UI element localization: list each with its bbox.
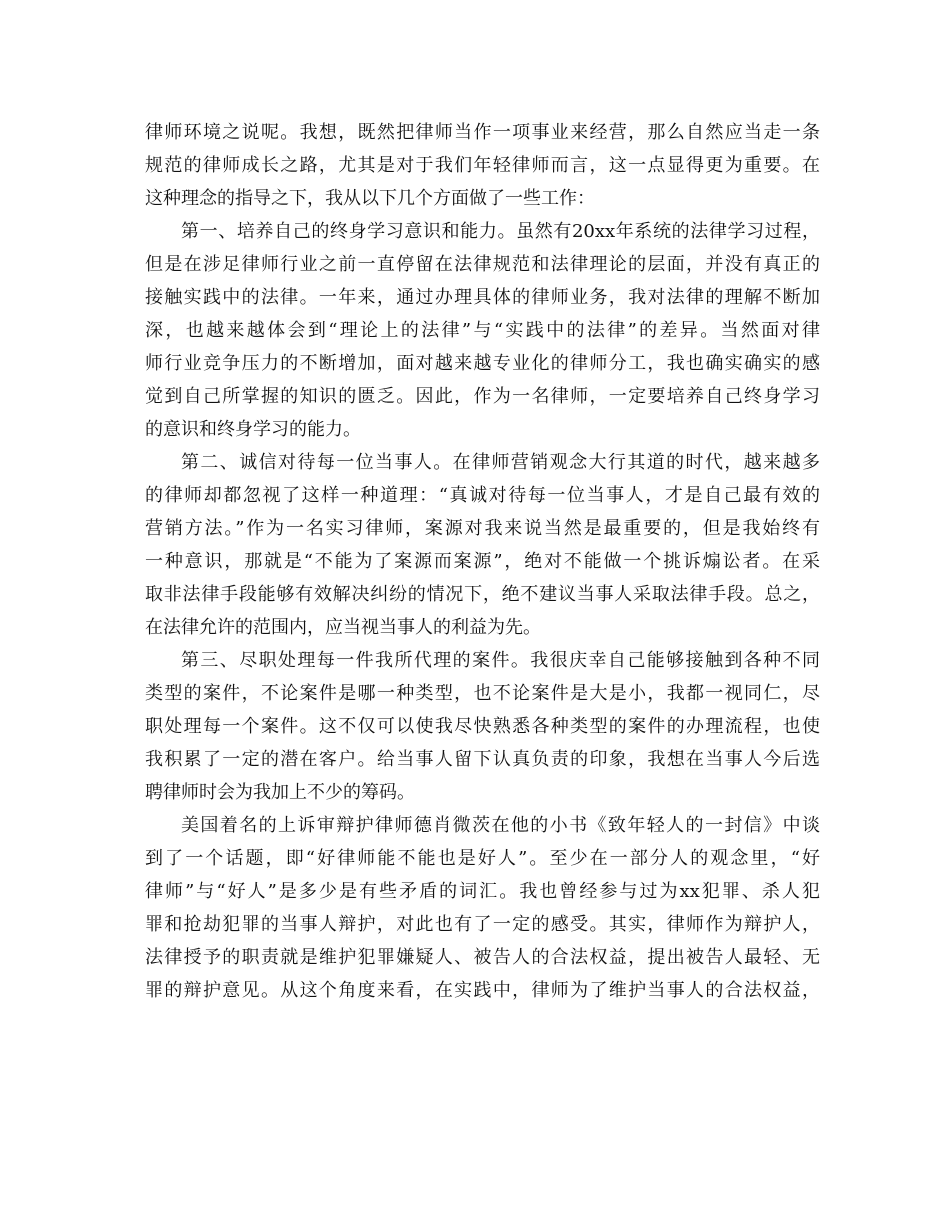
text-line: 法律授予的职责就是维护犯罪嫌疑人、被告人的合法权益，提出被告人最轻、无 [145,947,820,968]
text-line: 一种意识，那就是“不能为了案源而案源”，绝对不能做一个挑诉煽讼者。在采 [145,551,820,572]
text-line: 这种理念的指导之下，我从以下几个方面做了一些工作： [145,188,595,209]
text-line: 的意识和终身学习的能力。 [145,419,361,440]
text-line: 的律师却都忽视了这样一种道理：“真诚对待每一位当事人，才是自己最有效的 [145,485,820,506]
text-line: 我积累了一定的潜在客户。给当事人留下认真负责的印象，我想在当事人今后选 [145,749,820,770]
text-line: 律师环境之说呢。我想，既然把律师当作一项事业来经营，那么自然应当走一条 [145,122,820,143]
text-line: 美国着名的上诉审辩护律师德肖微茨在他的小书《致年轻人的一封信》中谈 [181,815,820,836]
text-line: 规范的律师成长之路，尤其是对于我们年轻律师而言，这一点显得更为重要。在 [145,155,820,176]
text-line: 第一、培养自己的终身学习意识和能力。虽然有20xx年系统的法律学习过程， [181,221,820,242]
text-line: 律师”与“好人”是多少是有些矛盾的词汇。我也曾经参与过为xx犯罪、杀人犯 [145,881,820,902]
text-line: 到了一个话题，即“好律师能不能也是好人”。至少在一部分人的观念里，“好 [145,848,820,869]
text-line: 聘律师时会为我加上不少的筹码。 [145,782,415,803]
text-line: 第三、尽职处理每一件我所代理的案件。我很庆幸自己能够接触到各种不同 [181,650,820,671]
text-line: 在法律允许的范围内，应当视当事人的利益为先。 [145,617,541,638]
text-line: 罪的辩护意见。从这个角度来看，在实践中，律师为了维护当事人的合法权益， [145,980,820,1001]
text-line: 觉到自己所掌握的知识的匮乏。因此，作为一名律师，一定要培养自己终身学习 [145,386,820,407]
document-page [145,116,820,1007]
text-line: 接触实践中的法律。一年来，通过办理具体的律师业务，我对法律的理解不断加 [145,287,820,308]
text-line: 营销方法。”作为一名实习律师，案源对我来说当然是最重要的，但是我始终有 [145,518,820,539]
text-line: 类型的案件，不论案件是哪一种类型，也不论案件是大是小，我都一视同仁，尽 [145,683,820,704]
text-line: 但是在涉足律师行业之前一直停留在法律规范和法律理论的层面，并没有真正的 [145,254,820,275]
text-line: 深，也越来越体会到“理论上的法律”与“实践中的法律”的差异。当然面对律 [145,320,820,341]
text-line: 第二、诚信对待每一位当事人。在律师营销观念大行其道的时代，越来越多 [181,452,820,473]
text-line: 职处理每一个案件。这不仅可以使我尽快熟悉各种类型的案件的办理流程，也使 [145,716,820,737]
text-line: 取非法律手段能够有效解决纠纷的情况下，绝不建议当事人采取法律手段。总之， [145,584,820,605]
text-line: 罪和抢劫犯罪的当事人辩护，对此也有了一定的感受。其实，律师作为辩护人， [145,914,820,935]
text-line: 师行业竞争压力的不断增加，面对越来越专业化的律师分工，我也确实确实的感 [145,353,820,374]
